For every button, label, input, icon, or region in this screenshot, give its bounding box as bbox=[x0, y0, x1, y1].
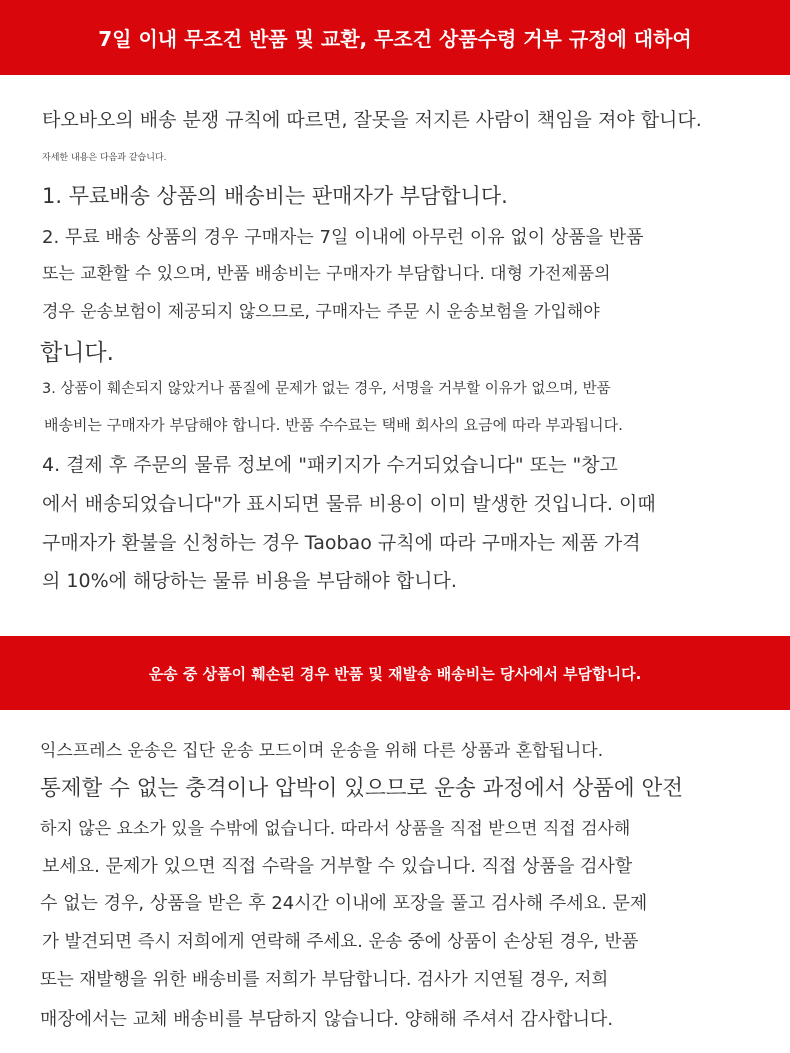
intro-line: 타오바오의 배송 분쟁 규칙에 따르면, 잘못을 저지른 사람이 책임을 져야 합니다. bbox=[42, 109, 702, 131]
section1-header-banner bbox=[0, 0, 790, 75]
rule-4-line-2: 에서 배송되었습니다"가 표시되면 물류 비용이 이미 발생한 것입니다. 이때 bbox=[42, 493, 656, 515]
shipping-line-2: 통제할 수 없는 충격이나 압박이 있으므로 운송 과정에서 상품에 안전 bbox=[40, 776, 684, 801]
shipping-line-7: 또는 재발행을 위한 배송비를 저희가 부담합니다. 검사가 지연될 경우, 저희 bbox=[40, 970, 609, 990]
details-note: 자세한 내용은 다음과 같습니다. bbox=[42, 153, 167, 163]
rule-4-line-4: 의 10%에 해당하는 물류 비용을 부담해야 합니다. bbox=[42, 570, 457, 592]
shipping-line-1: 익스프레스 운송은 집단 운송 모드이며 운송을 위해 다른 상품과 혼합됩니다. bbox=[40, 741, 604, 761]
rule-2-line-3: 경우 운송보험이 제공되지 않으므로, 구매자는 주문 시 운송보험을 가입해야 bbox=[42, 302, 600, 322]
rule-1: 1. 무료배송 상품의 배송비는 판매자가 부담합니다. bbox=[42, 184, 508, 208]
shipping-line-4: 보세요. 문제가 있으면 직접 수락을 거부할 수 있습니다. 직접 상품을 검사할 bbox=[42, 856, 633, 877]
rule-4-line-3: 구매자가 환불을 신청하는 경우 Taobao 규칙에 따라 구매자는 제품 가격 bbox=[42, 532, 641, 554]
section1-header-text: 7일 이내 무조건 반품 및 교환, 무조건 상품수령 거부 규정에 대하여 bbox=[98, 27, 692, 51]
rule-2-line-2: 또는 교환할 수 있으며, 반품 배송비는 구매자가 부담합니다. 대형 가전제품의 bbox=[42, 264, 611, 284]
rule-3-line-2: 배송비는 구매자가 부담해야 합니다. 반품 수수료는 택배 회사의 요금에 따라 부과됩니다. bbox=[44, 416, 623, 434]
shipping-line-6: 가 발견되면 즉시 저희에게 연락해 주세요. 운송 중에 상품이 손상된 경우, 반품 bbox=[42, 932, 639, 952]
section2-header-banner bbox=[0, 636, 790, 710]
rule-2-line-1: 2. 무료 배송 상품의 경우 구매자는 7일 이내에 아무런 이유 없이 상품을 반품 bbox=[42, 227, 644, 248]
shipping-line-3: 하지 않은 요소가 있을 수밖에 없습니다. 따라서 상품을 직접 받으면 직접 검사해 bbox=[40, 819, 631, 839]
rule-3-line-1: 3. 상품이 훼손되지 않았거나 품질에 문제가 없는 경우, 서명을 거부할 이유가 없으며, 반품 bbox=[42, 381, 611, 397]
shipping-line-8: 매장에서는 교체 배송비를 부담하지 않습니다. 양해해 주셔서 감사합니다. bbox=[40, 1009, 614, 1030]
rule-2-line-4: 합니다. bbox=[40, 340, 114, 366]
shipping-line-5: 수 없는 경우, 상품을 받은 후 24시간 이내에 포장을 풀고 검사해 주세요. 문제 bbox=[40, 893, 648, 914]
rule-4-line-1: 4. 결제 후 주문의 물류 정보에 "패키지가 수거되었습니다" 또는 "창고 bbox=[42, 454, 618, 476]
section2-header-text: 운송 중 상품이 훼손된 경우 반품 및 재발송 배송비는 당사에서 부담합니다. bbox=[148, 664, 642, 683]
